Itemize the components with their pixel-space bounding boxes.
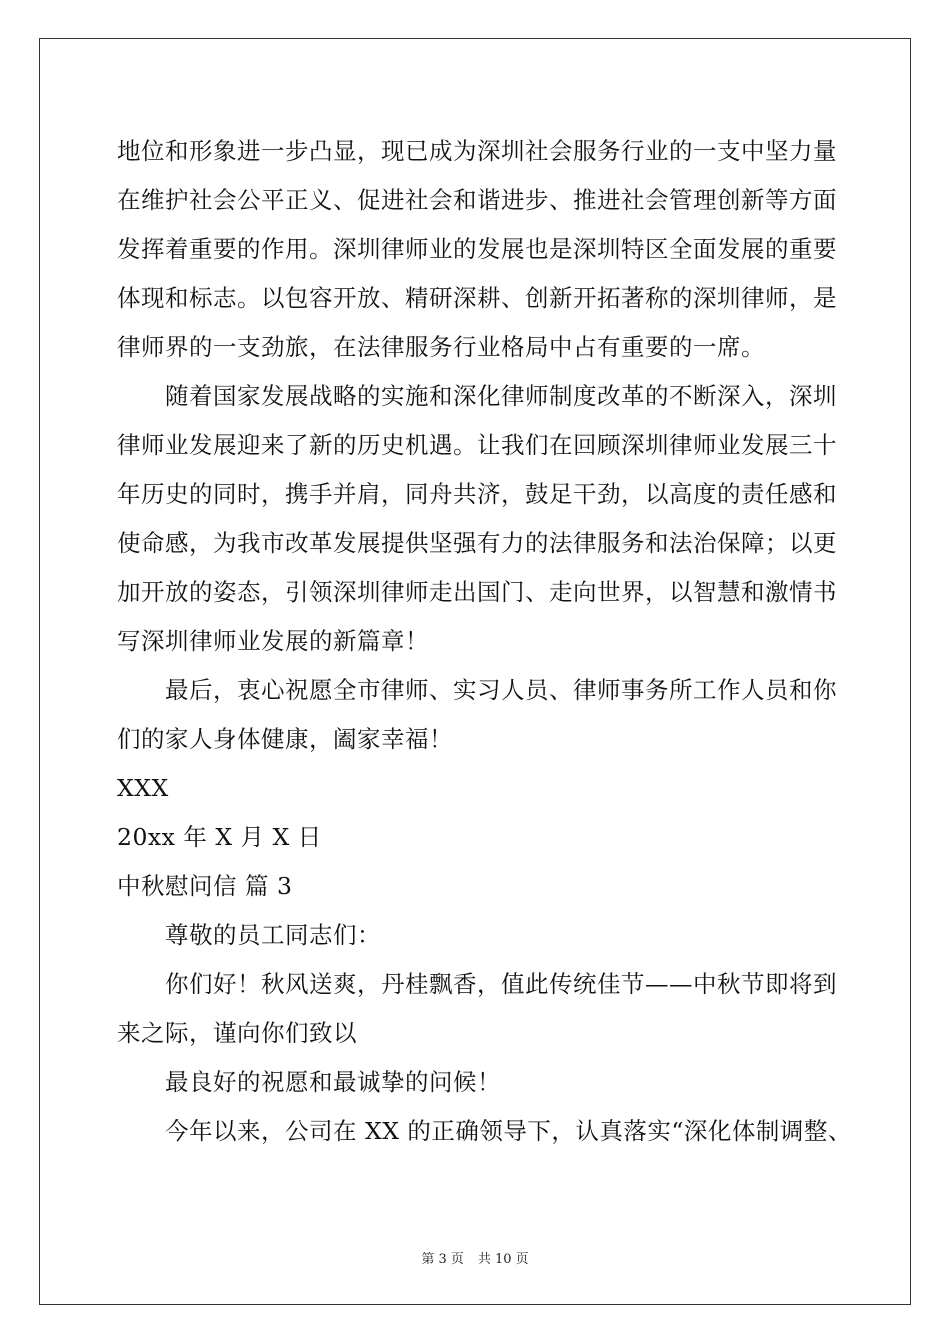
- signature-date: 20xx 年 X 月 X 日: [117, 823, 322, 851]
- text-line: 来之际，谨向你们致以: [117, 1019, 357, 1047]
- text-line: 地位和形象进一步凸显，现已成为深圳社会服务行业的一支中坚力量: [117, 137, 837, 165]
- salutation: 尊敬的员工同志们：: [165, 921, 381, 949]
- text-line: 加开放的姿态，引领深圳律师走出国门、走向世界，以智慧和激情书: [117, 578, 837, 606]
- section-heading: 中秋慰问信 篇 3: [117, 872, 293, 900]
- document-body: [117, 127, 857, 1156]
- text-line: 律师业发展迎来了新的历史机遇。让我们在回顾深圳律师业发展三十: [117, 431, 837, 459]
- paragraph-start-line: 今年以来，公司在 XX 的正确领导下，认真落实“深化体制调整、: [165, 1117, 852, 1145]
- text-line: 发挥着重要的作用。深圳律师业的发展也是深圳特区全面发展的重要: [117, 235, 837, 263]
- page-number: 第 3 页: [421, 1252, 464, 1267]
- paragraph-start-line: 最后，衷心祝愿全市律师、实习人员、律师事务所工作人员和你: [165, 676, 837, 704]
- paragraph-start-line: 你们好！秋风送爽，丹桂飘香，值此传统佳节——中秋节即将到: [165, 970, 837, 998]
- text-line: 年历史的同时，携手并肩，同舟共济，鼓足干劲，以高度的责任感和: [117, 480, 837, 508]
- text-line: 体现和标志。以包容开放、精研深耕、创新开拓著称的深圳律师，是: [117, 284, 837, 312]
- text-line: 律师界的一支劲旅，在法律服务行业格局中占有重要的一席。: [117, 333, 765, 361]
- page-total: 共 10 页: [477, 1252, 529, 1267]
- paragraph-start-line: 随着国家发展战略的实施和深化律师制度改革的不断深入，深圳: [165, 382, 837, 410]
- text-line: 在维护社会公平正义、促进社会和谐进步、推进社会管理创新等方面: [117, 186, 837, 214]
- page-footer: [0, 1248, 950, 1267]
- signature-name: XXX: [117, 774, 169, 802]
- text-line: 们的家人身体健康，阖家幸福！: [117, 725, 453, 753]
- paragraph-start-line: 最良好的祝愿和最诚挚的问候！: [165, 1068, 501, 1096]
- text-line: 使命感，为我市改革发展提供坚强有力的法律服务和法治保障；以更: [117, 529, 837, 557]
- text-line: 写深圳律师业发展的新篇章！: [117, 627, 429, 655]
